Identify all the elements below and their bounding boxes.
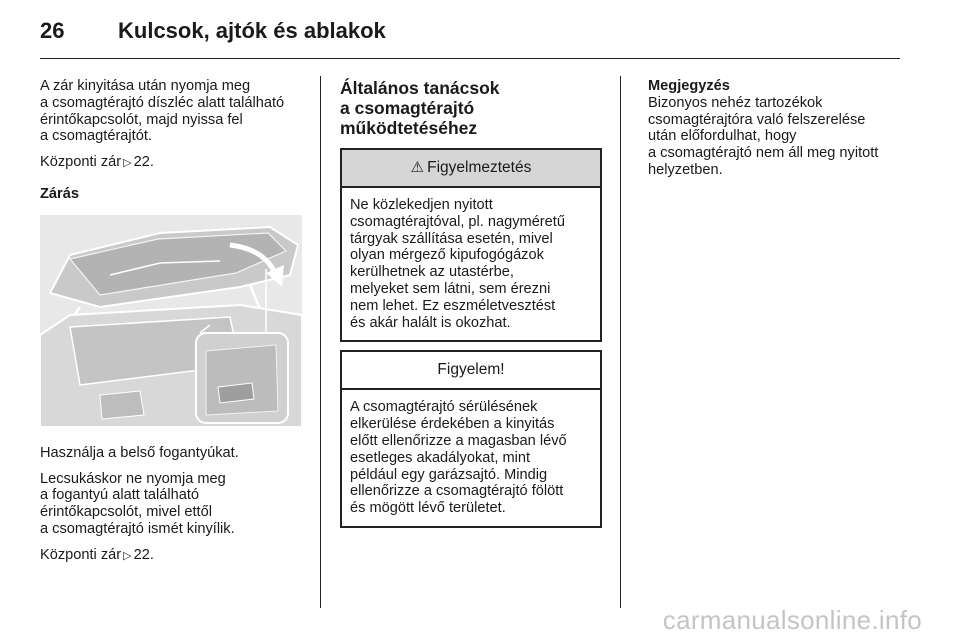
page-number: 26 xyxy=(40,18,65,43)
note-title: Megjegyzés xyxy=(648,78,730,94)
column-1 xyxy=(40,78,305,574)
closing-paragraph: Lecsukáskor ne nyomja meg a fogantyú alatt található érintőkapcsolót, mivel ettől a csomagtérajtó ismét kinyílik. xyxy=(40,470,235,537)
caution-body: A csomagtérajtó sérülésének elkerülése érdekében a kinyitás előtt ellenőrizze a magasban lévő esetleges akadályokat, mint például egy garázsajtó. Mindig ellenőrizze a csomagtérajtó fölött és mögött lévő területet. xyxy=(350,399,567,517)
central-lock-reference-1: Központi zár ▷ 22. xyxy=(40,154,154,171)
chapter-title: Kulcsok, ajtók és ablakok xyxy=(118,18,386,43)
warning-header: ⚠ Figyelmeztetés xyxy=(342,150,600,188)
column-3 xyxy=(648,78,908,179)
tailgate-illustration xyxy=(40,215,302,427)
warning-triangle-icon: ⚠ xyxy=(410,158,425,176)
watermark: carmanualsonline.info xyxy=(662,605,922,635)
closing-heading: Zárás xyxy=(40,185,79,202)
header-divider xyxy=(40,58,900,59)
reference-arrow-icon: ▷ xyxy=(123,157,132,170)
warning-body: Ne közlekedjen nyitott csomagtérajtóval, pl. nagyméretű tárgyak szállítása esetén, mivel olyan mérgező kipufogógázok kerülhetnek az utastérbe, melyeket sem látni, sem érezni nem lehet. Ez eszméletvesztést és akár halált is okozhat. xyxy=(350,197,565,331)
caution-header: Figyelem! xyxy=(342,352,600,390)
caution-box xyxy=(340,350,602,528)
use-handles-text: Használja a belső fogantyúkat. xyxy=(40,444,239,461)
column-divider-1 xyxy=(320,76,321,608)
section-title: Általános tanácsok a csomagtérajtó működtetéséhez xyxy=(340,78,500,138)
central-lock-reference-2: Központi zár ▷ 22. xyxy=(40,546,154,563)
reference-arrow-icon: ▷ xyxy=(123,549,132,562)
column-2 xyxy=(340,78,602,536)
tailgate-illustration-svg xyxy=(40,215,302,427)
warning-box xyxy=(340,148,602,342)
note: Megjegyzés Bizonyos nehéz tartozékok csomagtérajtóra való felszerelése után előfordulhat, hogy a csomagtérajtó nem áll meg nyitott helyzetben. xyxy=(648,78,908,179)
intro-paragraph: A zár kinyitása után nyomja meg a csomagtérajtó díszléc alatt található érintőkapcsolót, majd nyissa fel a csomagtérajtót. xyxy=(40,78,285,145)
page-header xyxy=(40,18,386,48)
column-divider-2 xyxy=(620,76,621,608)
